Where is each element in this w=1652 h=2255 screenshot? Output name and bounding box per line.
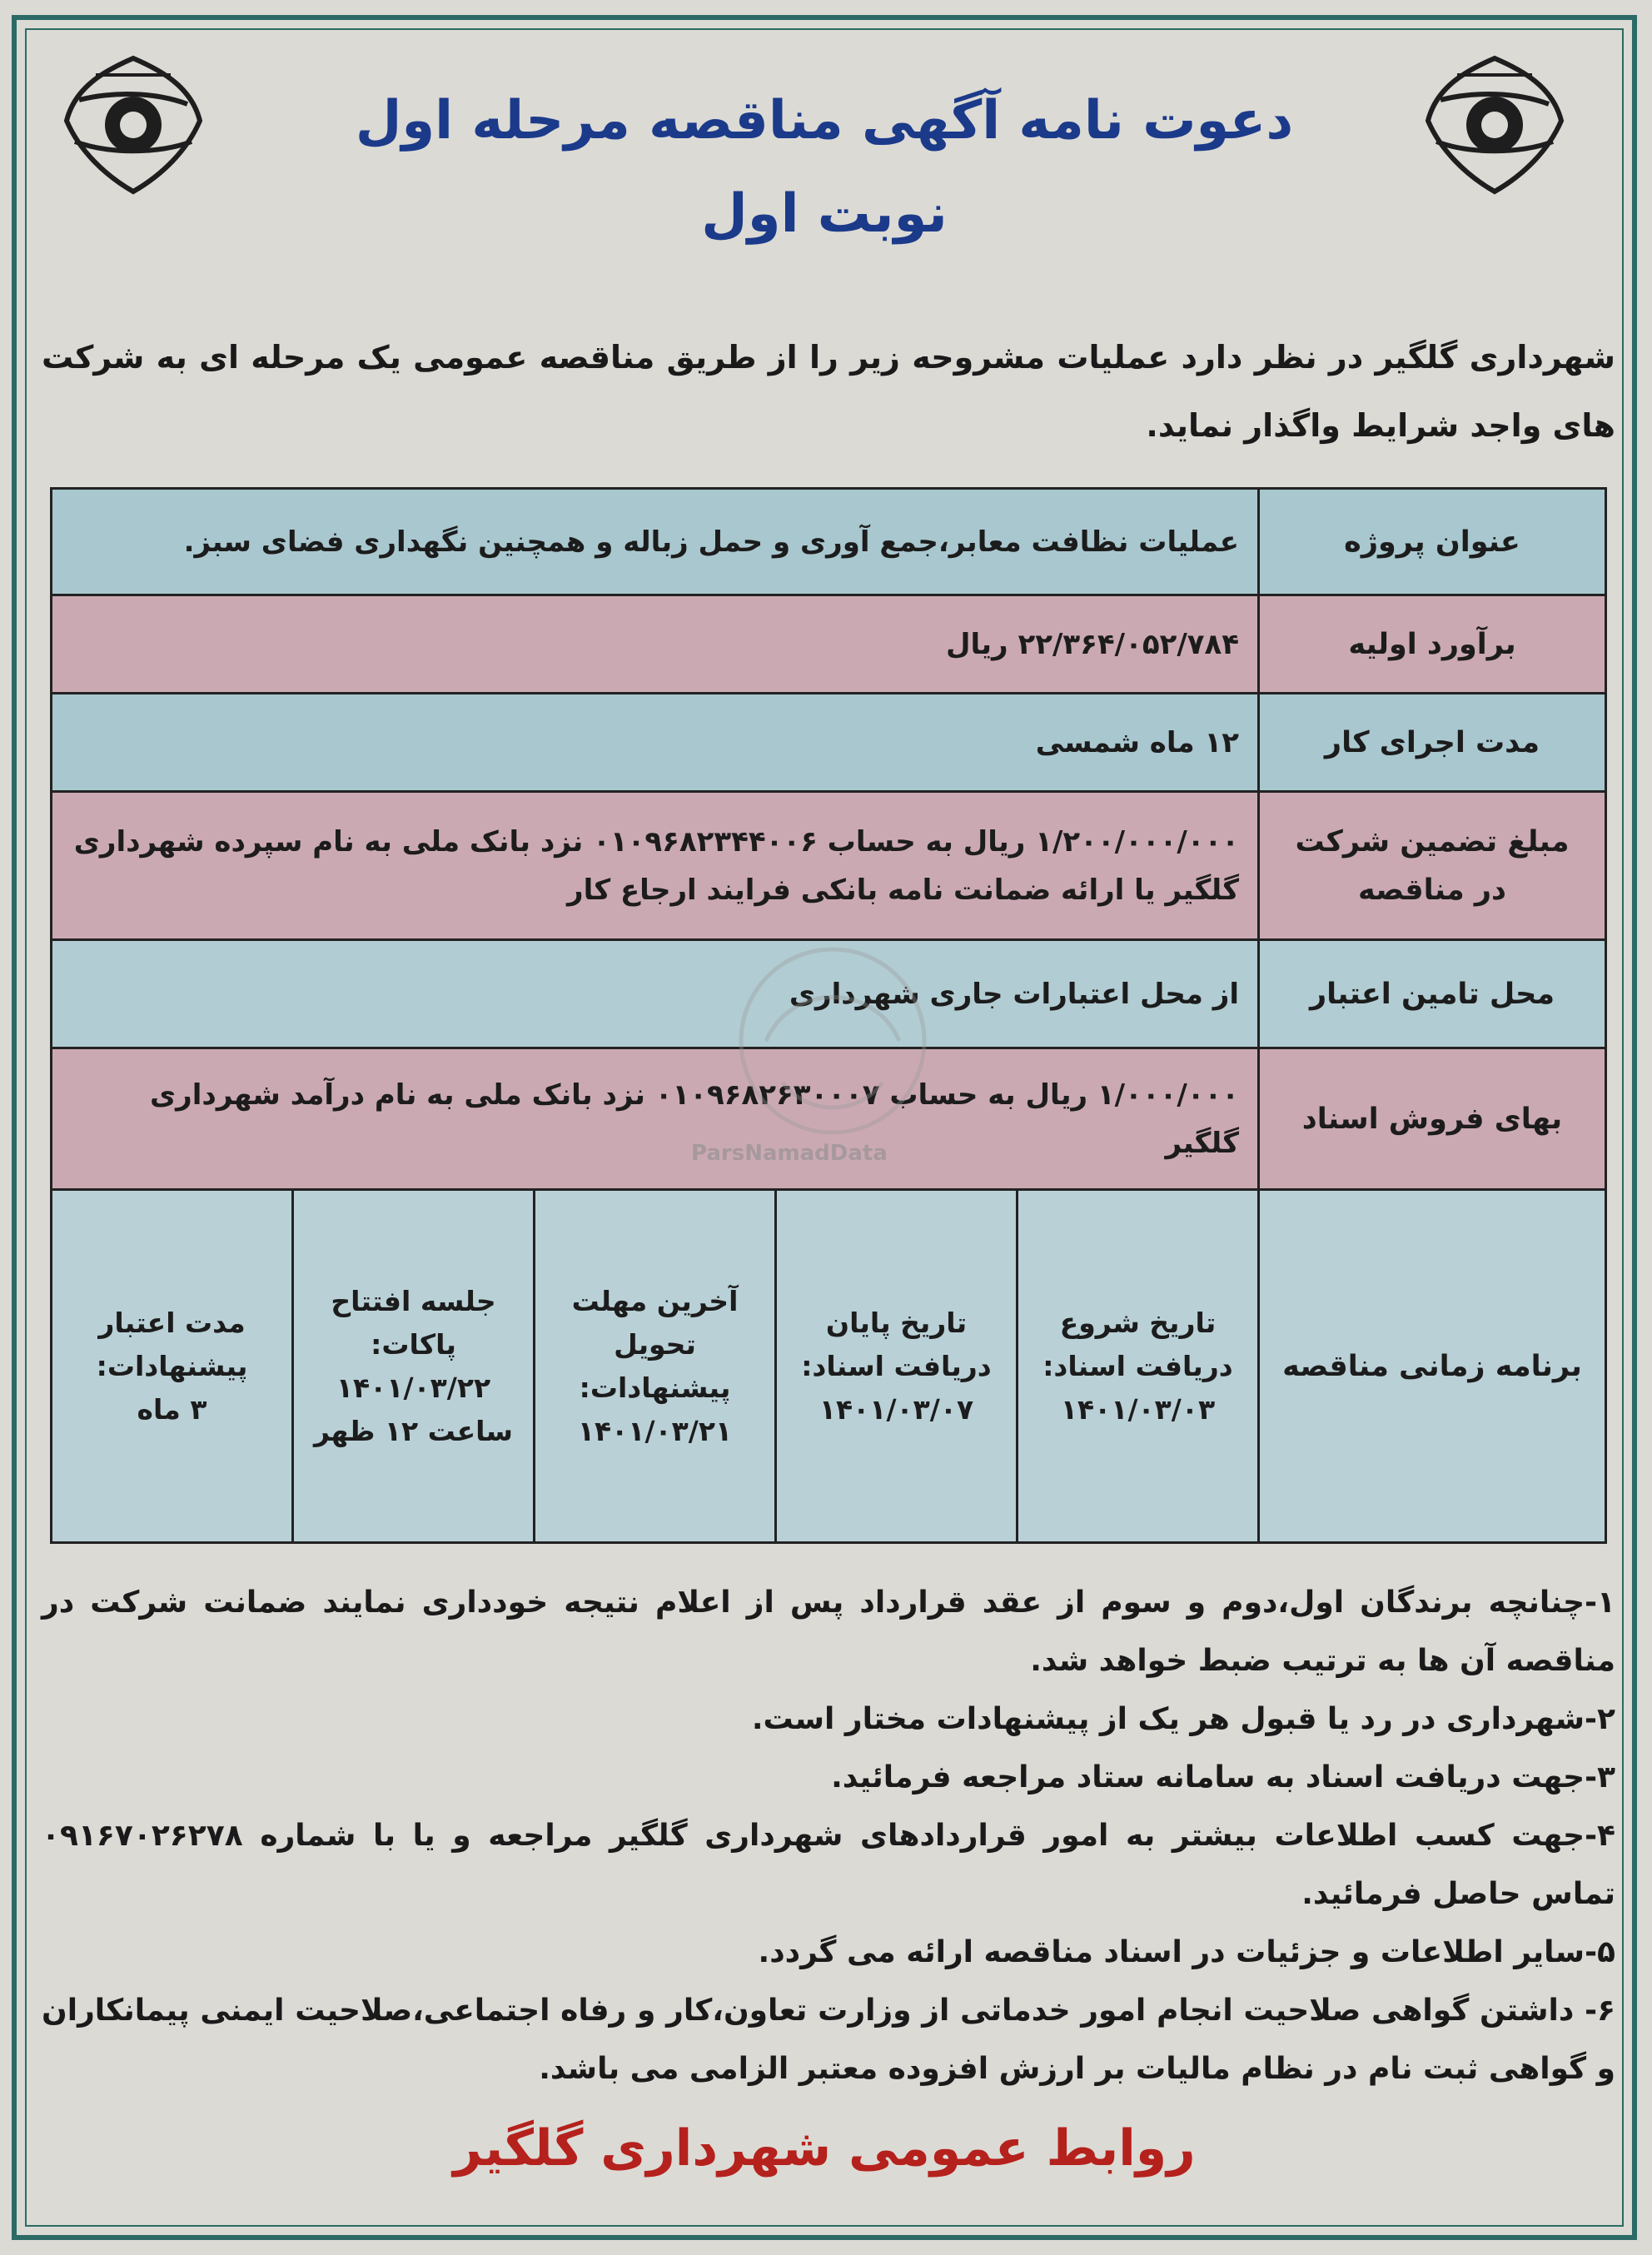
schedule-item-title: آخرین مهلت تحویل پیشنهادات: (571, 1284, 739, 1404)
note-item: ۳-جهت دریافت اسناد به سامانه ستاد مراجعه فرمائید. (831, 1760, 1615, 1795)
schedule-item-title: تاریخ شروع دریافت اسناد: (1042, 1306, 1233, 1382)
schedule-item-title: جلسه افتتاح پاکات: (331, 1284, 496, 1361)
schedule-item-value: ۱۴۰۱/۰۳/۲۲ ساعت ۱۲ ظهر (314, 1371, 513, 1447)
row-value: ۲۲/۳۶۴/۰۵۲/۷۸۴ ریال (52, 595, 1259, 694)
ad-title: دعوت نامه آگهی مناقصه مرحله اول (355, 90, 1294, 152)
table-row (52, 595, 1606, 694)
schedule-item-title: مدت اعتبار پیشنهادات: (96, 1306, 248, 1382)
municipality-emblem-icon (46, 42, 221, 217)
table-row-schedule (52, 1190, 1606, 1543)
note-item: ۶- داشتن گواهی صلاحیت انجام امور خدماتی از وزارت تعاون،کار و رفاه اجتماعی،صلاحیت ایمنی پیمانکاران و گواهی ثبت نام در نظام مالیات بر ارزش افزوده معتبر الزامی می باشد. (42, 1994, 1615, 2086)
watermark-text: ParsNamadData (691, 1141, 888, 1166)
row-label: محل تامین اعتبار (1259, 940, 1606, 1048)
schedule-item-value: ۱۴۰۱/۰۳/۲۱ (577, 1414, 733, 1447)
schedule-item (52, 1191, 291, 1541)
schedule-item (533, 1191, 774, 1541)
schedule-item-value: ۱۴۰۱/۰۳/۰۷ (819, 1392, 974, 1426)
schedule-item (1016, 1191, 1257, 1541)
schedule-item-value: ۱۴۰۱/۰۳/۰۳ (1060, 1392, 1216, 1426)
notes-list (42, 1574, 1615, 2098)
municipality-emblem-icon (1407, 42, 1582, 217)
schedule-cells (52, 1190, 1259, 1543)
table-row (52, 694, 1606, 792)
schedule-label: برنامه زمانی مناقصه (1259, 1190, 1606, 1543)
row-label: مدت اجرای کار (1259, 694, 1606, 792)
note-item: ۵-سایر اطلاعات و جزئیات در اسناد مناقصه ارائه می گردد. (758, 1935, 1615, 1969)
schedule-item-value: ۳ ماه (137, 1392, 207, 1426)
row-value: ۱۲ ماه شمسی (52, 694, 1259, 792)
row-label: مبلغ تضمین شرکت در مناقصه (1259, 792, 1606, 940)
note-item: ۴-جهت کسب اطلاعات بیشتر به امور قراردادهای شهرداری گلگیر مراجعه و یا با شماره ۰۹۱۶۷۰۲۶۲۷۸ تماس حاصل فرمائید. (42, 1819, 1615, 1911)
row-label: برآورد اولیه (1259, 595, 1606, 694)
schedule-item (291, 1191, 533, 1541)
row-value: ۱/۲۰۰/۰۰۰/۰۰۰ ریال به حساب ۰۱۰۹۶۸۲۳۴۴۰۰۶ نزد بانک ملی به نام سپرده شهرداری گلگیر یا ارائه ضمانت نامه بانکی فرایند ارجاع کار (52, 792, 1259, 940)
row-value: ۱/۰۰۰/۰۰۰ ریال به حساب ۰۱۰۹۶۸۲۶۳۰۰۰۷ نزد بانک ملی به نام درآمد شهرداری گلگیر (52, 1048, 1259, 1190)
schedule-item (774, 1191, 1016, 1541)
note-item: ۲-شهرداری در رد یا قبول هر یک از پیشنهادات مختار است. (751, 1702, 1615, 1736)
intro-paragraph: شهرداری گلگیر در نظر دارد عملیات مشروحه زیر را از طریق مناقصه عمومی یک مرحله ای به شرکت های واجد شرایط واگذار نماید. (42, 339, 1615, 444)
row-label: بهای فروش اسناد (1259, 1048, 1606, 1190)
row-value: عملیات نظافت معابر،جمع آوری و حمل زباله و همچنین نگهداری فضای سبز. (52, 489, 1259, 595)
table-row (52, 489, 1606, 595)
row-label: عنوان پروژه (1259, 489, 1606, 595)
schedule-item-title: تاریخ پایان دریافت اسناد: (801, 1306, 992, 1382)
ad-subtitle: نوبت اول (701, 183, 948, 245)
footer-signature: روابط عمومی شهرداری گلگیر (453, 2119, 1196, 2178)
row-value: از محل اعتبارات جاری شهرداری (52, 940, 1259, 1048)
note-item: ۱-چنانچه برندگان اول،دوم و سوم از عقد قرارداد پس از اعلام نتیجه خودداری نمایند ضمانت شرکت در مناقصه آن ها به ترتیب ضبط خواهد شد. (42, 1585, 1615, 1678)
